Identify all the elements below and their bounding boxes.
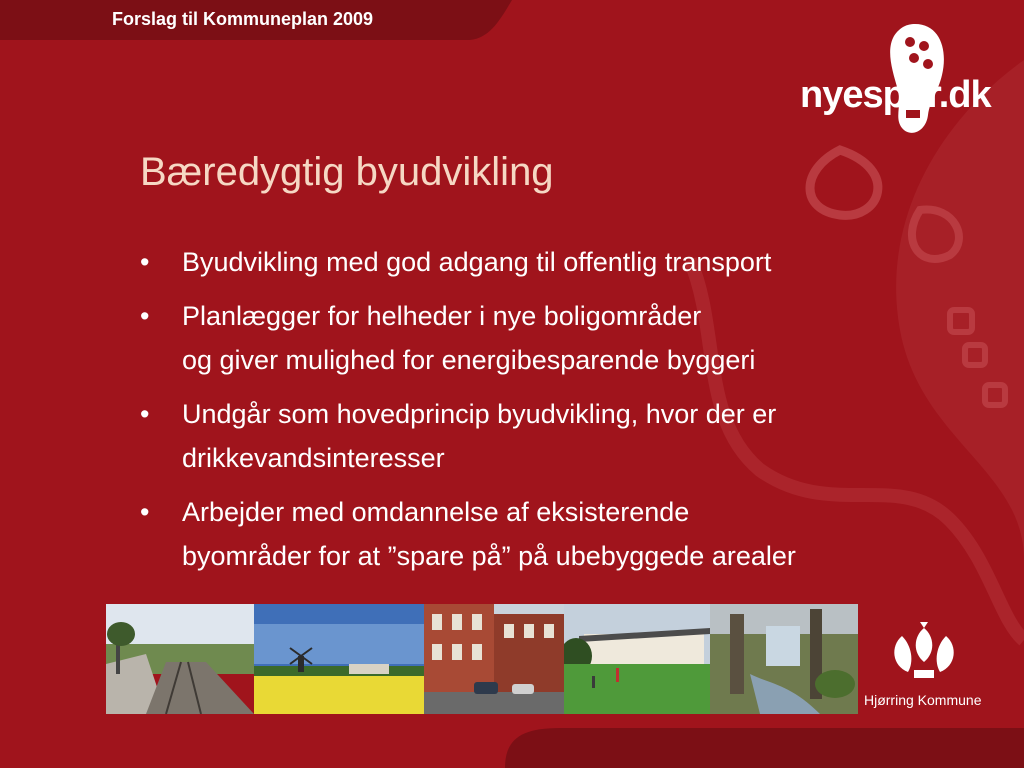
stream-waterfall-photo (710, 604, 858, 714)
bullet-dot: • (140, 247, 150, 277)
windmill-field-photo (254, 604, 424, 714)
bullet-dot: • (140, 301, 150, 331)
municipality-name: Hjørring Kommune (864, 692, 982, 708)
hjorring-kommune-crest-icon (884, 622, 964, 686)
bullet-item (140, 240, 980, 284)
bullet-item (140, 294, 980, 382)
town-street-photo (424, 604, 564, 714)
photo-strip (106, 604, 858, 714)
header-title: Forslag til Kommuneplan 2009 (112, 9, 374, 29)
bullet-text: Arbejder med omdannelse af eksisterende (182, 497, 690, 527)
school-lawn-photo (564, 604, 710, 714)
bullet-text-continuation: drikkevandsinteresser (182, 443, 445, 473)
bullet-list (140, 240, 980, 588)
logo-text: nyespor.dk (800, 74, 991, 116)
bullet-text-continuation: byområder for at ”spare på” på ubebyggede arealer (182, 541, 796, 571)
bullet-dot: • (140, 399, 150, 429)
bullet-text: Planlægger for helheder i nye boligområder (182, 301, 702, 331)
bullet-dot: • (140, 497, 150, 527)
railway-platform-photo (106, 604, 254, 714)
bullet-text: Undgår som hovedprincip byudvikling, hvor der er (182, 399, 777, 429)
bullet-item (140, 392, 980, 480)
bullet-item (140, 490, 980, 578)
bullet-text: Byudvikling med god adgang til offentlig transport (182, 247, 772, 277)
bullet-text-continuation: og giver mulighed for energibesparende byggeri (182, 345, 756, 375)
slide-title: Bæredygtig byudvikling (140, 150, 554, 194)
